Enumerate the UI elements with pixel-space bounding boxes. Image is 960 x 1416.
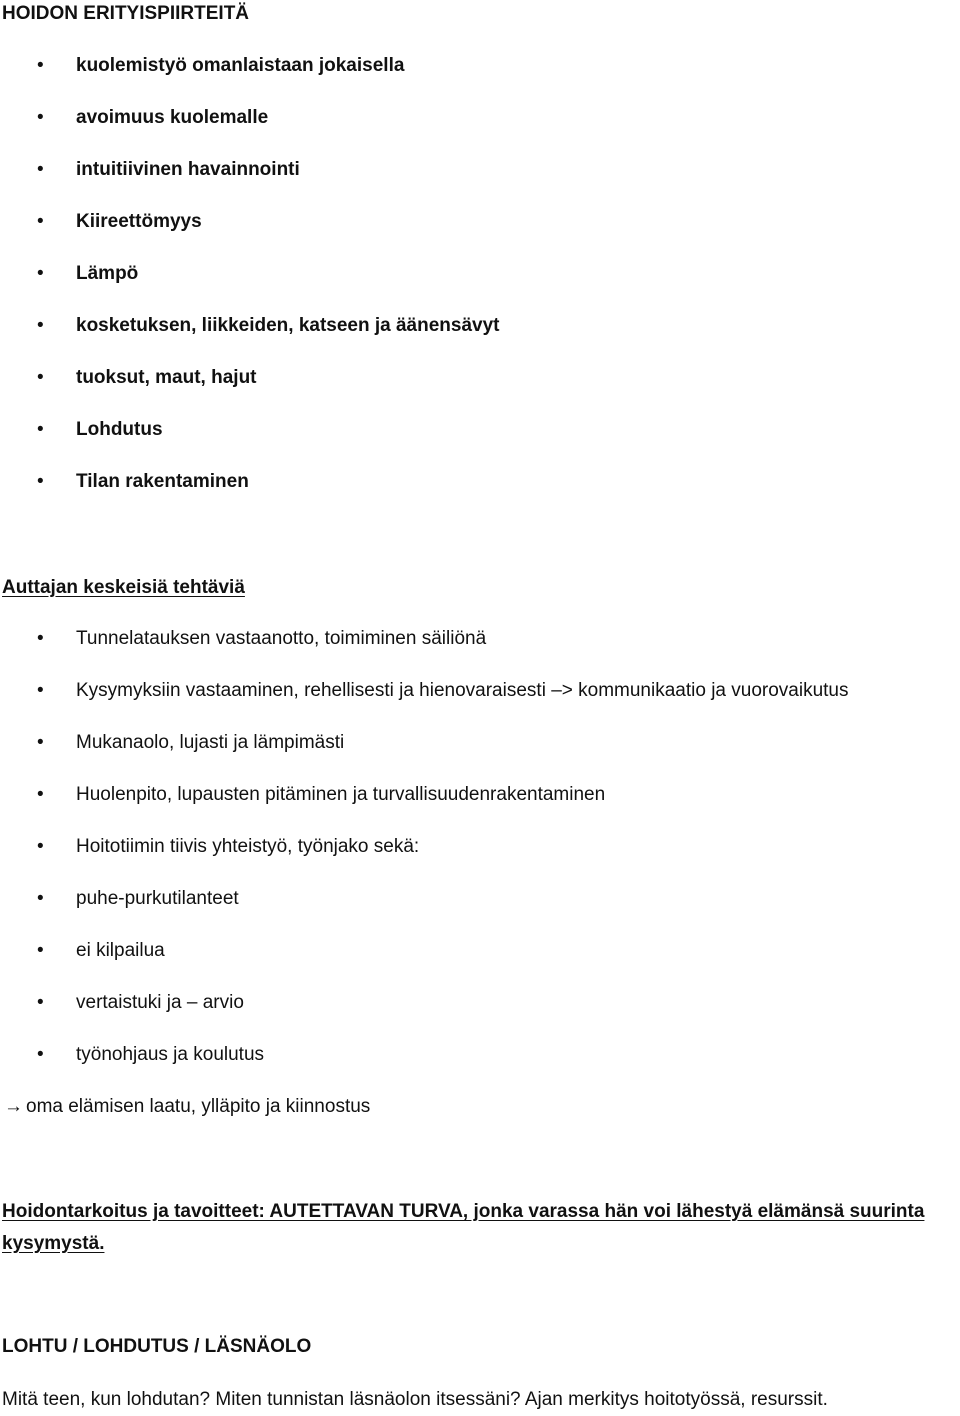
list-item: • puhe-purkutilanteet	[37, 888, 239, 909]
list-item: • Lämpö	[37, 263, 139, 284]
section-title-hoidon-erityispiirteita: HOIDON ERITYISPIIRTEITÄ	[2, 3, 250, 24]
goal-statement: Hoidontarkoitus ja tavoitteet: AUTETTAVAN TURVA, jonka varassa hän voi lähestyä elämänsä suurinta kysymystä.	[2, 1201, 925, 1254]
bullet-icon: •	[37, 836, 44, 857]
list-item: • Hoitotiimin tiivis yhteistyö, työnjako sekä:	[37, 836, 420, 857]
list-item: • avoimuus kuolemalle	[37, 107, 269, 128]
bullet-icon: •	[37, 55, 44, 76]
list-item: • Kiireettömyys	[37, 211, 202, 232]
list-item: • vertaistuki ja – arvio	[37, 992, 244, 1013]
bullet-icon: •	[37, 784, 44, 805]
list-item: • Tunnelatauksen vastaanotto, toimiminen säiliönä	[37, 628, 487, 649]
bullet-icon: •	[37, 992, 44, 1013]
bullet-icon: •	[37, 107, 44, 128]
bullet-icon: •	[37, 628, 44, 649]
list-item: • kosketuksen, liikkeiden, katseen ja äänensävyt	[37, 315, 500, 336]
list-item: • Lohdutus	[37, 419, 163, 440]
list-item: • Tilan rakentaminen	[37, 471, 249, 492]
arrow-conclusion	[4, 1095, 370, 1119]
list-item: • kuolemistyö omanlaistaan jokaisella	[37, 55, 405, 76]
arrow-right-icon: →	[4, 1096, 23, 1117]
bullet-icon: •	[37, 159, 44, 180]
bullet-icon: •	[37, 263, 44, 284]
section-title-auttajan-tehtavia: Auttajan keskeisiä tehtäviä	[2, 577, 245, 598]
bullet-icon: •	[37, 315, 44, 336]
list-item: • ei kilpailua	[37, 940, 165, 961]
list-item: • Huolenpito, lupausten pitäminen ja turvallisuudenrakentaminen	[37, 784, 606, 805]
bullet-icon: •	[37, 1044, 44, 1065]
bullet-icon: •	[37, 211, 44, 232]
list-item: • intuitiivinen havainnointi	[37, 159, 300, 180]
bullet-icon: •	[37, 940, 44, 961]
bullet-icon: •	[37, 367, 44, 388]
list-item: • työnohjaus ja koulutus	[37, 1044, 265, 1065]
bullet-icon: •	[37, 419, 44, 440]
list-item: • tuoksut, maut, hajut	[37, 367, 257, 388]
list-item: • Mukanaolo, lujasti ja lämpimästi	[37, 732, 345, 753]
reflection-questions: Mitä teen, kun lohdutan? Miten tunnistan läsnäolon itsessäni? Ajan merkitys hoitotyössä, resurssit.	[2, 1389, 828, 1410]
bullet-icon: •	[37, 471, 44, 492]
arrow-conclusion-text: oma elämisen laatu, ylläpito ja kiinnostus	[26, 1096, 371, 1117]
section-title-lohtu: LOHTU / LOHDUTUS / LÄSNÄOLO	[2, 1336, 312, 1357]
bullet-icon: •	[37, 732, 44, 753]
list-item: • Kysymyksiin vastaaminen, rehellisesti ja hienovaraisesti –> kommunikaatio ja vuorovaikutus	[37, 680, 849, 701]
bullet-icon: •	[37, 888, 44, 909]
bullet-icon: •	[37, 680, 44, 701]
